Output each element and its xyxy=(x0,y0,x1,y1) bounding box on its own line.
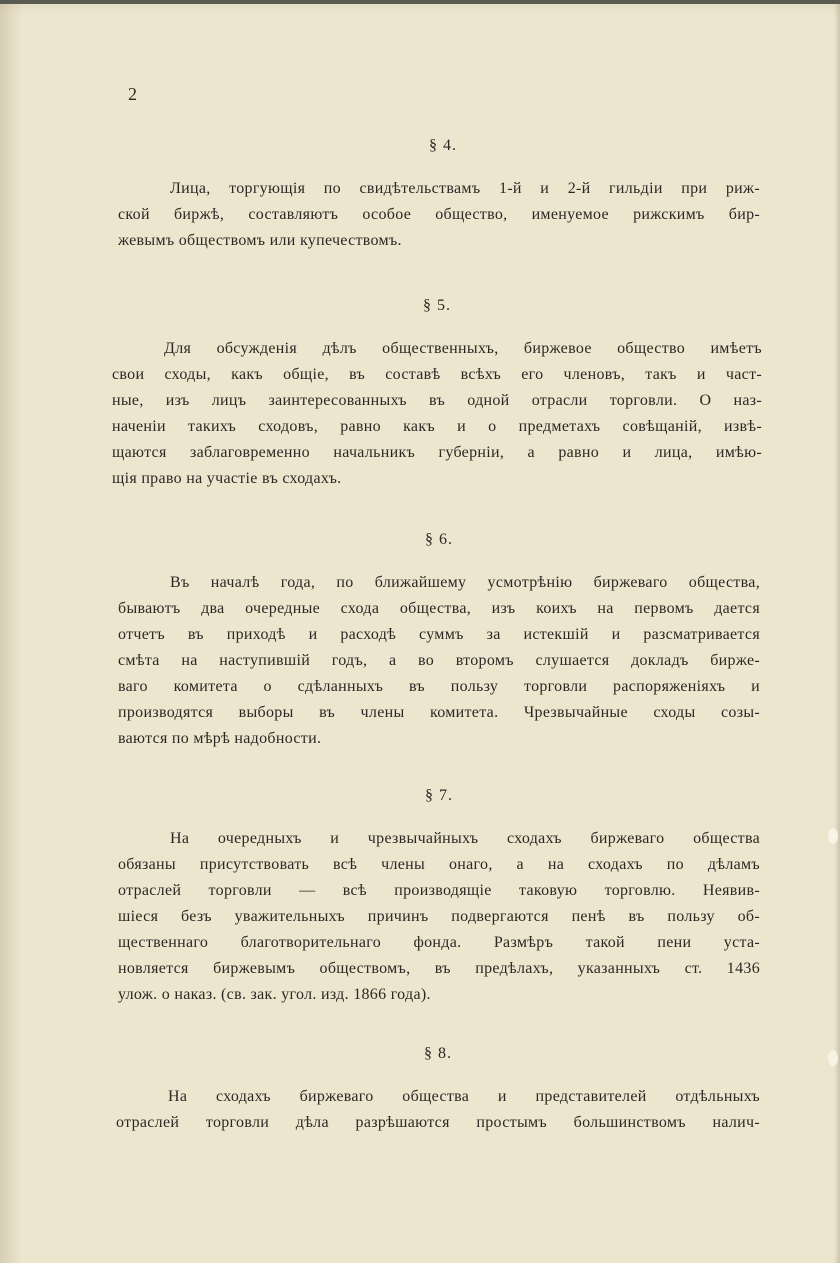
paragraph-line: новляется биржевымъ обществомъ, въ предѣлахъ, указанныхъ ст. 1436 xyxy=(118,960,760,977)
paragraph-line: бываютъ два очередные схода общества, изъ коихъ на первомъ дается xyxy=(118,600,760,617)
page-right-edge xyxy=(834,0,840,1263)
section-heading: § 7. xyxy=(425,787,453,804)
section-6 xyxy=(118,530,760,752)
paper-tear-mark xyxy=(828,828,838,844)
paragraph-line: шіеся безъ уважительныхъ причинъ подвергаются пенѣ въ пользу об- xyxy=(118,908,760,925)
page-number: 2 xyxy=(128,84,137,104)
paragraph-line: ваго комитета о сдѣланныхъ въ пользу торговли распоряженіяхъ и xyxy=(118,678,760,695)
section-5 xyxy=(112,296,762,492)
paragraph-line: ваются по мѣрѣ надобности. xyxy=(118,730,322,747)
paragraph-line: ные, изъ лицъ заинтересованныхъ въ одной отрасли торговли. О наз- xyxy=(112,392,762,409)
paragraph-line: Для обсужденія дѣлъ общественныхъ, биржевое общество имѣетъ xyxy=(164,340,762,357)
section-heading: § 4. xyxy=(429,137,457,154)
section-heading: § 5. xyxy=(423,297,451,314)
paragraph-line: смѣта на наступившій годъ, а во второмъ слушается докладъ бирже- xyxy=(118,652,760,669)
section-8 xyxy=(116,1044,760,1136)
page-top-edge xyxy=(0,0,840,4)
paragraph-line: производятся выборы въ члены комитета. Чрезвычайные сходы созы- xyxy=(118,704,760,721)
section-4 xyxy=(118,136,760,254)
paper-tear-mark xyxy=(828,1050,838,1066)
section-7 xyxy=(118,786,760,1008)
paragraph-line: улож. о наказ. (св. зак. угол. изд. 1866 года). xyxy=(118,986,431,1003)
section-heading: § 8. xyxy=(424,1045,452,1062)
paragraph-line: На очередныхъ и чрезвычайныхъ сходахъ биржеваго общества xyxy=(170,830,760,847)
paragraph-line: наченіи такихъ сходовъ, равно какъ и о предметахъ совѣщаній, извѣ- xyxy=(112,418,762,435)
paragraph-line: ской биржѣ, составляютъ особое общество, именуемое рижскимъ бир- xyxy=(118,206,760,223)
paragraph-line: жевымъ обществомъ или купечествомъ. xyxy=(118,232,402,249)
paragraph-line: отраслей торговли дѣла разрѣшаются простымъ большинствомъ налич- xyxy=(116,1114,760,1131)
paragraph-line: Въ началѣ года, по ближайшему усмотрѣнію биржеваго общества, xyxy=(170,574,760,591)
paragraph-line: щаются заблаговременно начальникъ губерніи, а равно и лица, имѣю- xyxy=(112,444,762,461)
paragraph-line: отраслей торговли — всѣ производящіе таковую торговлю. Неявив- xyxy=(118,882,760,899)
paragraph-line: щія право на участіе въ сходахъ. xyxy=(112,470,342,487)
paragraph-line: щественнаго благотворительнаго фонда. Размѣръ такой пени уста- xyxy=(118,934,760,951)
paragraph-line: отчетъ въ приходѣ и расходѣ суммъ за истекшій и разсматривается xyxy=(118,626,760,643)
paragraph-line: обязаны присутствовать всѣ члены онаго, а на сходахъ по дѣламъ xyxy=(118,856,760,873)
paragraph-line: Лица, торгующія по свидѣтельствамъ 1-й и 2-й гильдіи при риж- xyxy=(170,180,760,197)
paragraph-line: На сходахъ биржеваго общества и представителей отдѣльныхъ xyxy=(168,1088,760,1105)
section-heading: § 6. xyxy=(425,531,453,548)
paragraph-line: свои сходы, какъ общіе, въ составѣ всѣхъ его членовъ, такъ и част- xyxy=(112,366,762,383)
